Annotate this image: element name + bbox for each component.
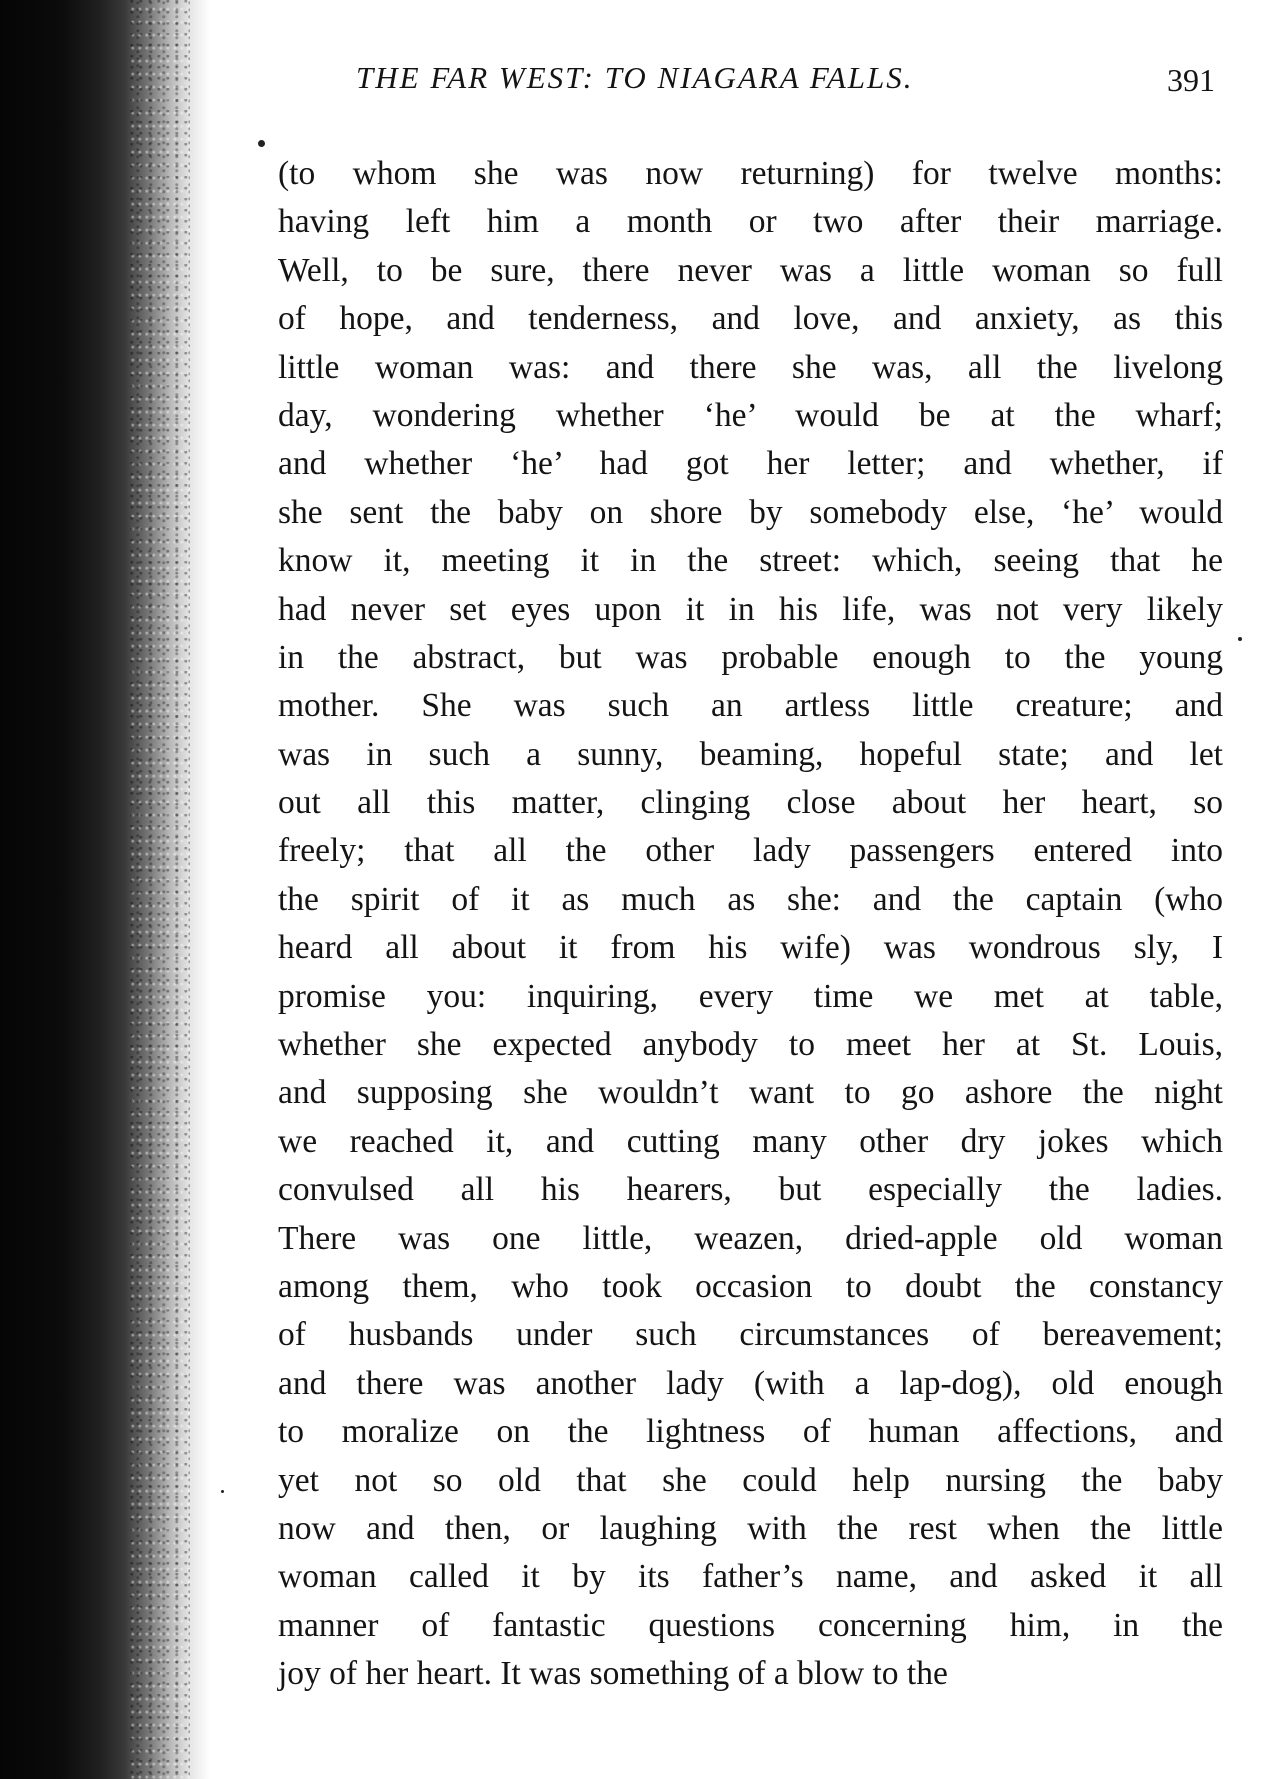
text-line: mother. She was such an artless little creature; and [278, 687, 1223, 725]
body-text [278, 150, 1223, 1699]
text-line: day, wondering whether ‘he’ would be at the wharf; [278, 396, 1223, 434]
ink-speck [221, 1490, 224, 1493]
text-line: whether she expected anybody to meet her at St. Louis, [278, 1026, 1223, 1064]
text-line: woman called it by its father’s name, and asked it all [278, 1558, 1223, 1596]
text-line: now and then, or laughing with the rest when the little [278, 1509, 1223, 1547]
text-line: in the abstract, but was probable enough to the young [278, 638, 1223, 676]
text-line: was in such a sunny, beaming, hopeful state; and let [278, 735, 1223, 773]
running-head [278, 50, 1223, 120]
text-line: yet not so old that she could help nursing the baby [278, 1461, 1223, 1499]
gutter-noise [130, 0, 190, 1779]
text-line: There was one little, weazen, dried-apple old woman [278, 1219, 1223, 1257]
text-line: little woman was: and there she was, all the livelong [278, 348, 1223, 386]
text-line: had never set eyes upon it in his life, was not very likely [278, 590, 1223, 628]
text-line: of husbands under such circumstances of bereavement; [278, 1316, 1223, 1354]
running-head-title: THE FAR WEST: TO NIAGARA FALLS. [356, 60, 914, 95]
book-page [278, 50, 1223, 1693]
text-line: Well, to be sure, there never was a little woman so full [278, 251, 1223, 289]
text-line: joy of her heart. It was something of a blow to the [278, 1655, 948, 1693]
text-line: know it, meeting it in the street: which, seeing that he [278, 542, 1223, 580]
text-line: and whether ‘he’ had got her letter; and whether, if [278, 445, 1223, 483]
text-line: (to whom she was now returning) for twelve months: [278, 155, 1223, 192]
text-line: heard all about it from his wife) was wondrous sly, I [278, 929, 1223, 967]
text-line: manner of fantastic questions concerning him, in the [278, 1606, 1223, 1644]
ink-speck [1238, 637, 1242, 641]
text-line: freely; that all the other lady passengers entered into [278, 832, 1223, 870]
text-line: promise you: inquiring, every time we met at table, [278, 977, 1223, 1015]
text-line: the spirit of it as much as she: and the captain (who [278, 880, 1223, 918]
text-line: she sent the baby on shore by somebody else, ‘he’ would [278, 493, 1223, 531]
text-line: having left him a month or two after their marriage. [278, 203, 1223, 241]
ink-speck [258, 140, 265, 147]
page-number: 391 [1167, 62, 1215, 98]
binding-gutter-shadow [0, 0, 210, 1779]
text-line: of hope, and tenderness, and love, and anxiety, as this [278, 300, 1223, 338]
text-line: out all this matter, clinging close about her heart, so [278, 784, 1223, 822]
text-line: and supposing she wouldn’t want to go ashore the night [278, 1074, 1223, 1112]
text-line: among them, who took occasion to doubt the constancy [278, 1267, 1223, 1305]
text-line: convulsed all his hearers, but especially the ladies. [278, 1171, 1223, 1209]
text-line: and there was another lady (with a lap-dog), old enough [278, 1364, 1223, 1402]
text-line: to moralize on the lightness of human affections, and [278, 1413, 1223, 1451]
text-line: we reached it, and cutting many other dry jokes which [278, 1122, 1223, 1160]
